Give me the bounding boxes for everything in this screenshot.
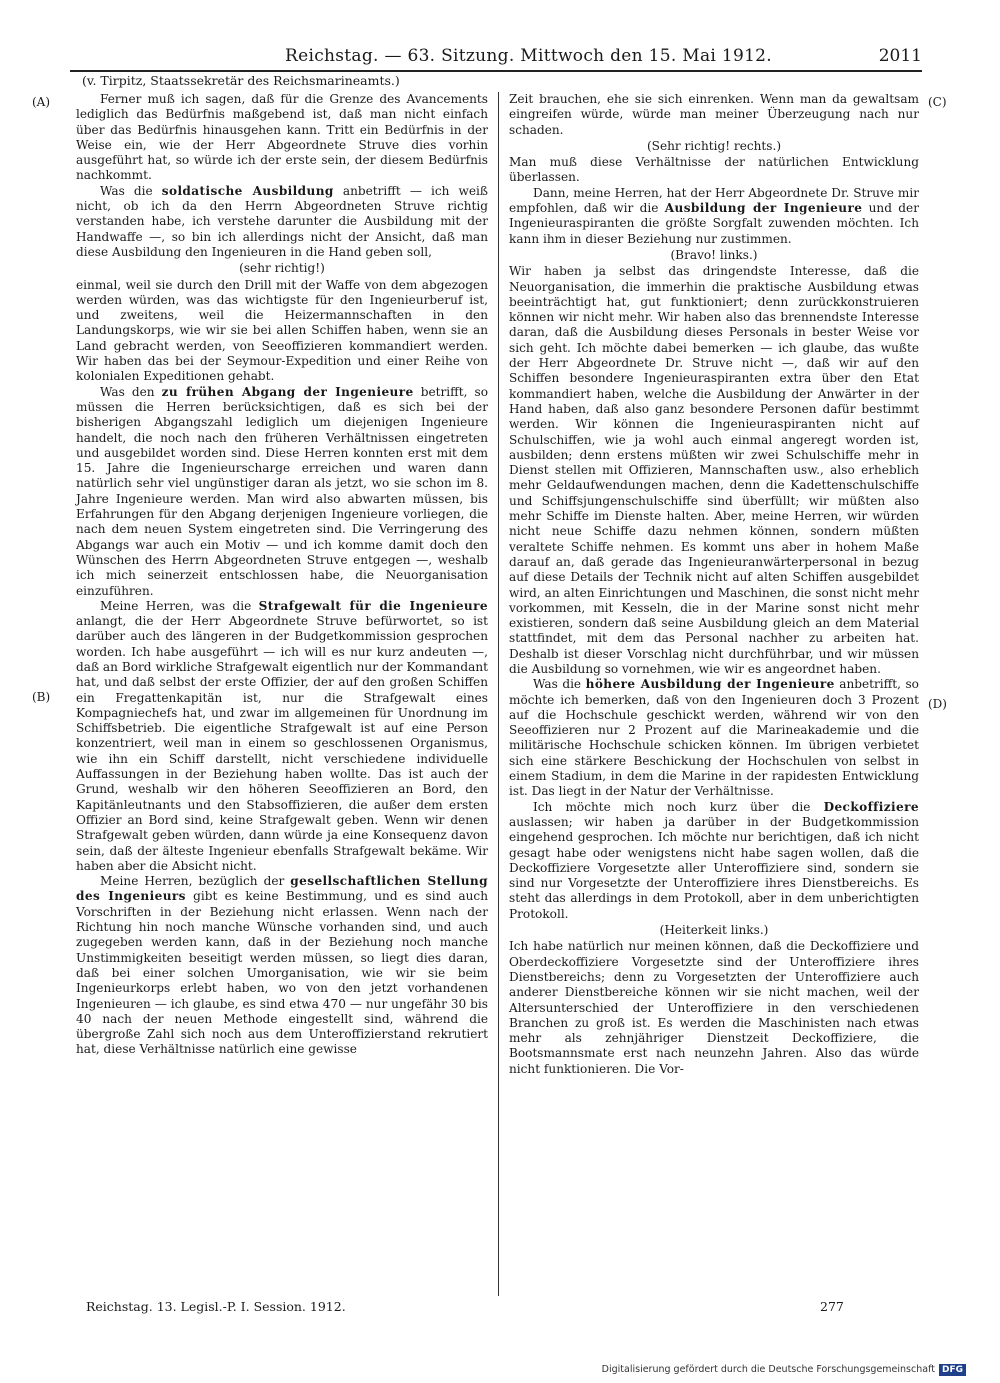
- emphasis: gesellschaftlichen Stellung des Ingenieurs: [76, 874, 488, 904]
- page-header: [70, 44, 922, 72]
- header-rule: [70, 70, 922, 72]
- page-number: 2011: [878, 46, 922, 66]
- emphasis: Deckoffiziere: [823, 799, 919, 814]
- paragraph: Was die soldatische Ausbildung anbetrifft — ich weiß nicht, ob ich da den Herrn Abgeordneten Struve richtig verstanden habe, ich verstehe darunter die Ausbildung mit der Handwaffe —, so bin ich allerdings nicht der Ansicht, daß man diese Ausbildung den Ingenieuren in die Hand geben soll,: [76, 183, 488, 259]
- margin-mark-c: (C): [928, 95, 947, 109]
- paragraph: Zeit brauchen, ehe sie sich einrenken. Wenn man da gewaltsam eingreifen würde, würde man meiner Überzeugung nach nur schaden.: [509, 92, 919, 137]
- paragraph: Meine Herren, was die Strafgewalt für die Ingenieure anlangt, die der Herr Abgeordnete Struve befürwortet, so ist darüber auch des längeren in der Budgetkommission gesprochen worden. Ich habe ausgeführt — ich will es nur kurz andeuten —, daß an Bord wirkliche Strafgewalt eigentlich nur der Kommandant hat, und daß selbst der erste Offizier, der auf den großen Schiffen ein Fregattenkapitän ist, nur die Strafgewalt eines Kompagniechefs hat, und zwar im allgemeinen für Unordnung im Schiffsbetrieb. Die eigentliche Strafgewalt ist auf eine Person konzentriert, weil man in einem so geschlossenen Organismus, wie ihn ein Schiff darstellt, nicht verschiedene individuelle Auffassungen in der Beziehung haben wollte. Das ist auch der Grund, weshalb wir den höheren Seeoffizieren an Bord, den Kapitänleutnants und den Stabsoffizieren, die außer dem ersten Offizier an Bord sind, keine Strafgewalt geben. Wenn wir denen Strafgewalt geben würden, dann würde ja eine Konsequenz davon sein, daß der älteste Ingenieur ebenfalls Strafgewalt bekäme. Wir haben aber die Absicht nicht.: [76, 598, 488, 873]
- paragraph: Ferner muß ich sagen, daß für die Grenze des Avancements lediglich das Bedürfnis maßgebend ist, daß man nicht einfach über das Bedürfnis hinausgehen kann. Tritt ein Bedürfnis in der Weise ein, wie der Herr Abgeordnete Struve dies vorhin ausgeführt hat, so würde ich der erste sein, der diesem Bedürfnis nachkommt.: [76, 92, 488, 183]
- paragraph: Ich habe natürlich nur meinen können, daß die Deckoffiziere und Oberdeckoffiziere Vorgesetzte sind der Unteroffiziere ihres Dienstbereichs; denn zu Vorgesetzten der Unteroffiziere auch anderer Dienstbereiche können wir sie nicht machen, weil der Altersunterschied der Unteroffiziere in den verschiedenen Branchen zu groß ist. Es werden die Maschinisten nach etwas mehr als zehnjähriger Dienstzeit Deckoffiziere, die Bootsmannsmate erst nach neunzehn Jahren. Also das würde nicht funktionieren. Die Vor-: [509, 939, 919, 1076]
- digitization-credit: [602, 1364, 966, 1376]
- running-title: Reichstag. — 63. Sitzung. Mittwoch den 15. Mai 1912.: [285, 46, 773, 66]
- paragraph: Dann, meine Herren, hat der Herr Abgeordnete Dr. Struve mir empfohlen, daß wir die Ausbildung der Ingenieure und der Ingenieuraspiranten die größte Sorgfalt zuwenden möchten. Ich kann ihm in dieser Beziehung nur zustimmen.: [509, 185, 919, 246]
- emphasis: höhere Ausbildung der Ingenieure: [585, 677, 835, 692]
- interjection: (sehr richtig!): [239, 261, 325, 276]
- emphasis: Strafgewalt für die Ingenieure: [258, 598, 488, 613]
- paragraph: einmal, weil sie durch den Drill mit der Waffe von dem abgezogen werden würden, was das wichtigste für den Ingenieurberuf ist, und zweitens, weil die Heizermannschaften in den Landungskorps, wie wir sie bei allen Schiffen haben, wenn sie an Land gebracht werden, von Seeoffizieren kommandiert werden. Wir haben das bei der Seymour-Expedition und einer Reihe von kolonialen Expeditionen gehabt.: [76, 277, 488, 384]
- column-divider: [498, 92, 499, 1296]
- paragraph: Wir haben ja selbst das dringendste Interesse, daß die Neuorganisation, die immerhin die praktische Ausbildung etwas beeinträchtigt hat, gut funktioniert; denn zurückkonstruieren können wir nicht mehr. Wir haben also das brennendste Interesse daran, daß die Ausbildung dieses Personals in bester Weise vor sich geht. Ich möchte dabei bemerken — ich glaube, das wußte der Herr Abgeordnete Dr. Struve nicht —, daß wir auf den Schiffen besondere Ingenieuraspiranten extra über den Etat kommandiert haben, welche die Ausbildung der Anwärter in der Hand haben, daß also ganz besondere Personen dafür bestimmt werden. Wir können die Ingenieuraspiranten nicht auf Schulschiffen, wie ja wohl auch einmal angeregt worden ist, ausbilden; denn erstens müßten wir zwei Schulschiffe mehr in Dienst stellen mit Offizieren, Mannschaften usw., also erheblich mehr Geldaufwendungen machen, denn die Kadettenschulschiffe und Schiffsjungenschulschiffe sind überfüllt; wir müßten also mehr Schiffe im Dienste halten. Aber, meine Herren, wir würden nicht neue Schiffe dazu nehmen können, sondern müßten veraltete Schiffe nehmen. Es kommt uns aber in hohem Maße darauf an, daß gerade das Ingenieuranwärterpersonal in bezug auf diese Details der Technik nicht auf alten Schiffen ausgebildet wird, an alten Einrichtungen und Maschinen, die sonst nicht mehr vorkommen, mit Kesseln, die in der Marine sonst nicht mehr existieren, sondern daß seine Ausbildung gleich an dem Material stattfindet, mit dem das Personal nachher zu arbeiten hat. Deshalb ist dieser Vorschlag nicht durchführbar, und wir müssen die Ausbildung so vornehmen, wie wir es angeordnet haben.: [509, 264, 919, 676]
- credit-text: Digitalisierung gefördert durch die Deutsche Forschungsgemeinschaft: [601, 1364, 935, 1375]
- emphasis: soldatische Ausbildung: [161, 183, 334, 198]
- paragraph: Ich möchte mich noch kurz über die Deckoffiziere auslassen; wir haben ja darüber in der Budgetkommission eingehend gesprochen. Ich möchte nur berichtigen, daß ich nicht gesagt habe oder wenigstens nicht habe sagen wollen, daß die Deckoffiziere Vorgesetzte aller Unteroffiziere sind, sondern sie sind nur Vorgesetzte der Unteroffiziere ihres Dienstbereichs. Es steht das allerdings in dem Protokoll, aber in dem unberichtigten Protokoll.: [509, 799, 919, 921]
- right-column: [509, 92, 919, 1077]
- interjection: (Bravo! links.): [670, 247, 758, 262]
- paragraph: Meine Herren, bezüglich der gesellschaftlichen Stellung des Ingenieurs gibt es keine Bestimmung, und es sind auch Vorschriften in der Beziehung nicht erlassen. Wenn nach der Richtung hin noch manche Wünsche vorhanden sind, und auch zugegeben werden kann, daß in der Beziehung noch manche Unstimmigkeiten beseitigt werden müssen, so liegt dies daran, daß bei einer solchen Umorganisation, wie wir sie beim Ingenieurkorps erlebt haben, wo von den jetzt vorhandenen Ingenieuren — ich glaube, es sind etwa 470 — nur ungefähr 30 bis 40 nach der neuen Methode eingestellt sind, während die übergroße Zahl sich noch aus dem Unteroffizierstand rekrutiert hat, diese Verhältnisse natürlich eine gewisse: [76, 874, 488, 1057]
- interjection: (Sehr richtig! rechts.): [646, 138, 782, 153]
- emphasis: Ausbildung der Ingenieure: [664, 201, 863, 216]
- paragraph: Was den zu frühen Abgang der Ingenieure betrifft, so müssen die Herren berücksichtigen, daß es sich bei der bisherigen Abgangszahl lediglich um diejenigen Ingenieure handelt, die noch nach den früheren Verhältnissen eingetreten und ausgebildet worden sind. Diese Herren konnten erst mit dem 15. Jahre die Ingenieurscharge erreichen und waren dann natürlich sehr viel ungünstiger daran als jetzt, wo sie schon im 8. Jahre Ingenieure werden. Man wird also abwarten müssen, bis Erfahrungen für den Abgang derjenigen Ingenieure vorliegen, die nach dem neuen System eingetreten sind. Die Verringerung des Abgangs war auch ein Motiv — und ich komme damit doch den Wünschen des Herrn Abgeordneten Struve entgegen —, weshalb ich mich seinerzeit entschlossen habe, die Neuorganisation einzuführen.: [76, 384, 488, 598]
- emphasis: zu frühen Abgang der Ingenieure: [161, 384, 414, 399]
- paragraph: Man muß diese Verhältnisse der natürlichen Entwicklung überlassen.: [509, 155, 919, 185]
- footer-session-info: Reichstag. 13. Legisl.-P. I. Session. 1912.: [86, 1299, 346, 1314]
- dfg-logo: DFG: [939, 1364, 966, 1376]
- speaker-line: (v. Tirpitz, Staatssekretär des Reichsmarineamts.): [82, 73, 400, 88]
- footer-sheet-number: 277: [820, 1299, 844, 1314]
- left-column: [76, 92, 488, 1058]
- margin-mark-d: (D): [928, 697, 947, 711]
- margin-mark-a: (A): [32, 95, 51, 109]
- interjection: (Heiterkeit links.): [659, 923, 769, 938]
- margin-mark-b: (B): [32, 690, 51, 704]
- paragraph: Was die höhere Ausbildung der Ingenieure anbetrifft, so möchte ich bemerken, daß von den Ingenieuren doch 3 Prozent auf die Hochschule geschickt werden, während wir von den Seeoffizieren nur 2 Prozent auf die Marineakademie und die militärische Hochschule schicken können. Im übrigen verbietet sich eine stärkere Beschickung der Hochschulen von selbst in einem Stadium, in dem die Marine in der rapidesten Entwicklung ist. Das liegt in der Natur der Verhältnisse.: [509, 677, 919, 799]
